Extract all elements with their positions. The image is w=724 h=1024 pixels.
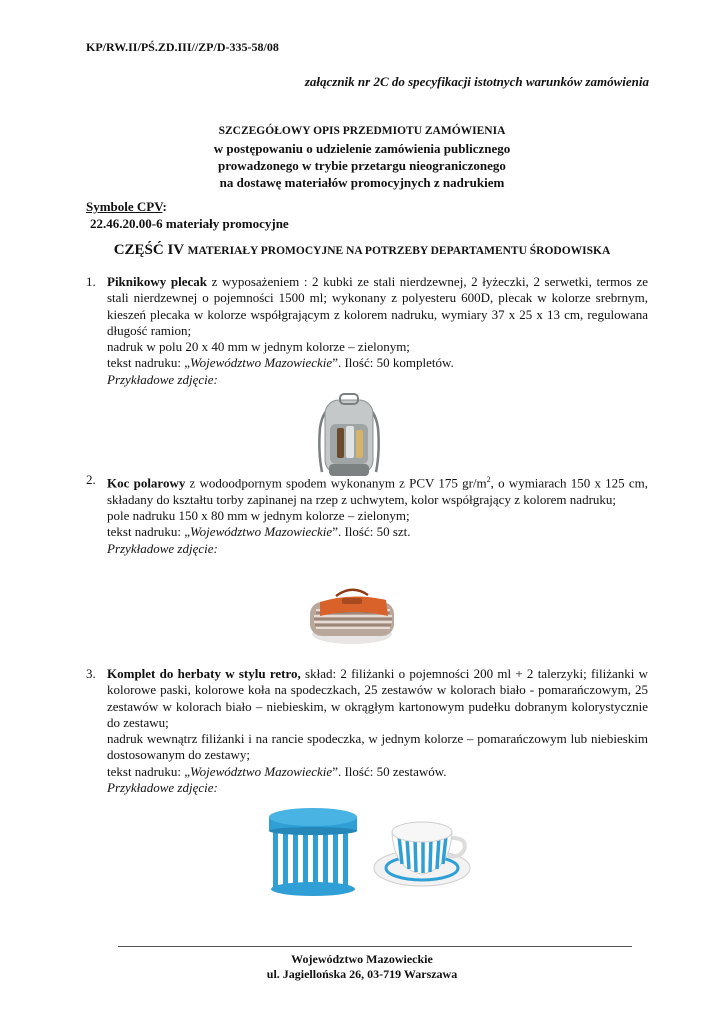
item-text-value: Województwo Mazowieckie (190, 355, 333, 371)
part-heading (0, 242, 724, 259)
tea-box-photo (265, 805, 361, 904)
cpv-section (86, 198, 289, 232)
item-text-suffix: ”. Ilość: 50 zestawów. (332, 763, 447, 779)
backpack-icon (313, 392, 385, 480)
item-text-suffix: ”. Ilość: 50 kompletów. (332, 355, 454, 371)
blanket-icon (306, 586, 398, 646)
part-label: CZĘŚĆ IV (113, 242, 184, 258)
cpv-colon: : (162, 199, 167, 214)
item-number: 1. (86, 274, 96, 289)
item-description: z wodoodpornym spodem wykonanym z PCV 175 gr/m (185, 475, 487, 491)
cpv-code: 22.46.20.00-6 materiały promocyjne (90, 216, 289, 231)
cpv-label: Symbole CPV (86, 199, 163, 214)
item-print: pole nadruku 150 x 80 mm w jednym kolorze – zielonym; (107, 507, 410, 523)
item-text-prefix: tekst nadruku: „ (107, 355, 191, 371)
item-print: nadruk wewnątrz filiżanki i na rancie spodeczka, w jednym kolorze – pomarańczowym lub niebieskim dostosowanym do zestawy; (107, 731, 648, 763)
list-item (86, 274, 648, 388)
item-text-value: Województwo Mazowieckie (190, 763, 333, 779)
tea-box-icon (265, 805, 361, 899)
list-item (86, 472, 648, 557)
blanket-photo (306, 586, 398, 651)
tea-cup-icon (372, 812, 476, 892)
item-photo-label: Przykładowe zdjęcie: (107, 540, 218, 556)
title-line-3: prowadzonego w trybie przetargu nieograniczonego (218, 158, 506, 173)
tea-cup-photo (372, 812, 476, 897)
title-block (0, 123, 724, 191)
item-print: nadruk w polu 20 x 40 mm w jednym kolorze – zielonym; (107, 339, 410, 355)
item-description-cont: , o wymiarach 150 x 125 cm, składany do kształtu torby zapinanej na rzep z uchwytem, kolor współgrający z kolorem nadruku; (107, 475, 648, 507)
document-reference: KP/RW.II/PŚ.ZD.III//ZP/D-335-58/08 (86, 40, 279, 54)
item-name: Koc polarowy (107, 475, 186, 491)
title-line-4: na dostawę materiałów promocyjnych z nadrukiem (219, 175, 505, 190)
item-name: Piknikowy plecak (107, 274, 207, 289)
footer (0, 952, 724, 982)
item-description: skład: 2 filiżanki o pojemności 200 ml + 2 talerzyki; filiżanki w kolorowe paski, kolorowe koła na spodeczkach, 25 zestawów w kolorach biało - pomarańczowym, 25 zestawów w kolorach biało – niebieskim, w okrągłym kartonowym pudełku dobranym kolorystycznie do zestawu; (107, 666, 648, 730)
item-photo-label: Przykładowe zdjęcie: (107, 371, 218, 387)
item-name: Komplet do herbaty w stylu retro, (107, 666, 301, 681)
footer-line-2: ul. Jagiellońska 26, 03-719 Warszawa (266, 967, 458, 981)
item-text-prefix: tekst nadruku: „ (107, 524, 191, 540)
item-text-prefix: tekst nadruku: „ (107, 763, 191, 779)
list-item (86, 666, 648, 796)
item-description: z wyposażeniem : 2 kubki ze stali nierdzewnej, 2 łyżeczki, 2 serwetki, termos ze stali nierdzewnej o pojemności 1500 ml; wykonany z polyesteru 600D, plecak w kolorze srebrnym, kieszeń plecaka w kolorze współgrającym z kolorem nadruku, wymiary 37 x 25 x 13 cm, regulowana długość ramion; (107, 274, 648, 338)
item-number: 3. (86, 666, 96, 681)
item-text-suffix: ”. Ilość: 50 szt. (332, 524, 411, 540)
footer-line-1: Województwo Mazowieckie (291, 952, 433, 966)
annex-label: załącznik nr 2C do specyfikacji istotnych warunków zamówienia (304, 74, 649, 89)
part-title: MATERIAŁY PROMOCYJNE NA POTRZEBY DEPARTAMENTU ŚRODOWISKA (187, 245, 611, 257)
item-photo-label: Przykładowe zdjęcie: (107, 780, 218, 796)
title-line-2: w postępowaniu o udzielenie zamówienia publicznego (213, 141, 511, 156)
item-number: 2. (86, 472, 96, 487)
item-text-value: Województwo Mazowieckie (190, 524, 333, 540)
footer-divider (118, 946, 632, 947)
title-line-1: SZCZEGÓŁOWY OPIS PRZEDMIOTU ZAMÓWIENIA (218, 125, 506, 137)
item-superscript: 2 (486, 475, 491, 484)
